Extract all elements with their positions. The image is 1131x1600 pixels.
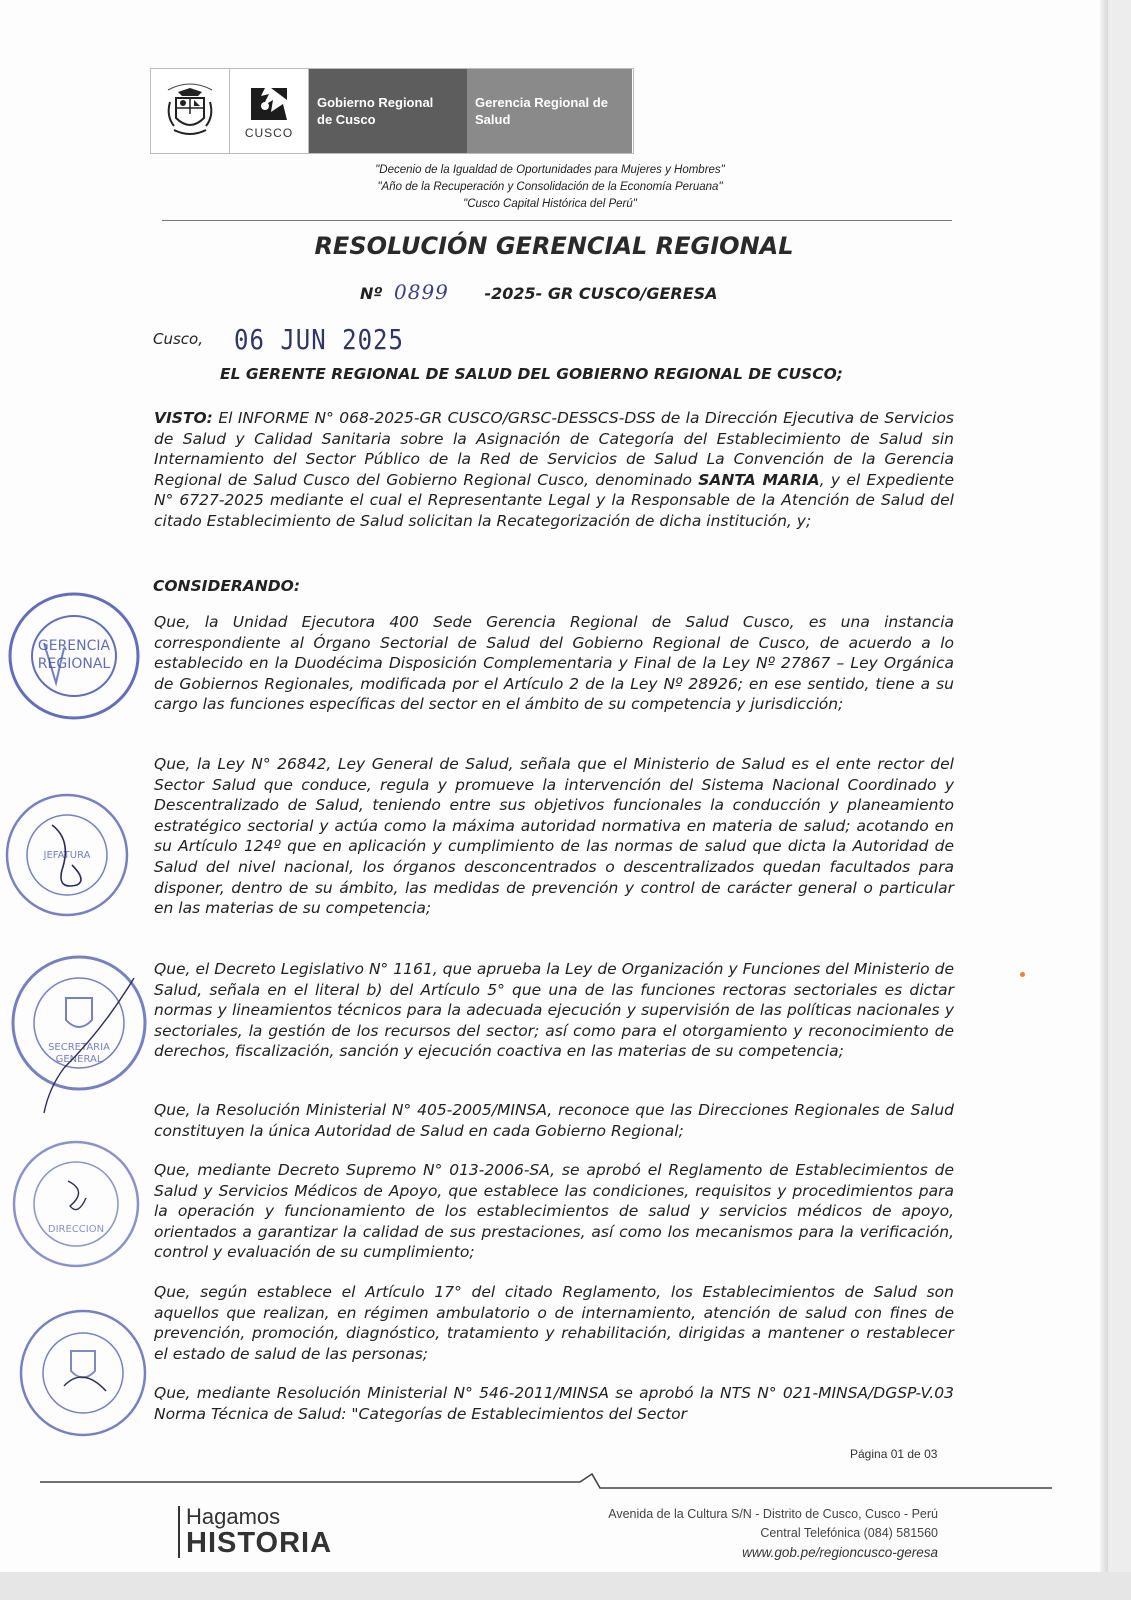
brand-line2: HISTORIA <box>178 1528 332 1558</box>
document-title: RESOLUCIÓN GERENCIAL REGIONAL <box>314 232 794 260</box>
svg-text:SECRETARIA: SECRETARIA <box>48 1042 110 1053</box>
dept-line2: Salud <box>475 112 511 127</box>
scan-edge-right <box>1100 0 1108 1580</box>
svg-text:JEFATURA: JEFATURA <box>43 850 91 861</box>
considerando-paragraph-3: Que, el Decreto Legislativo N° 1161, que aprueba la Ley de Organización y Funciones del Ministerio de Salud, señala en el literal b) del Artículo 5° que una de las funciones rectoras sectoriales es dictar normas y lineamientos técnicos para la adecuada ejecución y supervisión de las políticas nacionales y sectoriales, la gestión de los recursos del sector; así como para el otorgamiento y reconocimiento de derechos, fiscalización, sanción y ejecución coactiva en las materias de su competencia; <box>154 960 954 1061</box>
date-stamp: 06 JUN 2025 <box>234 323 404 357</box>
dept-line1: Gerencia Regional de <box>475 95 608 110</box>
visto-paragraph <box>154 408 954 532</box>
address-line1: Avenida de la Cultura S/N - Distrito de Cusco, Cusco - Perú <box>608 1507 938 1521</box>
cusco-sun-icon <box>243 82 295 128</box>
considerando-paragraph-4: Que, la Resolución Ministerial N° 405-2005/MINSA, reconoce que las Direcciones Regionales de Salud constituyen la única Autoridad de Salud en cada Gobierno Regional; <box>154 1101 954 1140</box>
brand-line1: Hagamos <box>178 1506 332 1528</box>
gov-name-banner <box>309 69 467 153</box>
peru-coat-of-arms-logo <box>151 69 230 153</box>
svg-text:REGIONAL: REGIONAL <box>37 656 111 672</box>
gov-name-line1: Gobierno Regional <box>317 95 434 110</box>
footer-divider <box>40 1470 1060 1494</box>
coat-of-arms-icon <box>160 76 220 146</box>
footer-address <box>608 1505 938 1562</box>
stamp-asesoria-legal <box>2 790 132 920</box>
establishment-name: SANTA MARIA <box>698 470 820 489</box>
number-suffix: -2025- GR CUSCO/GERESA <box>484 284 718 303</box>
visto-text-before: El INFORME N° 068-2025-GR CUSCO/GRSC-DESSCS-DSS de la Dirección Ejecutiva de Servicios de Salud y Calidad Sanitaria sobre la Asignación de Categoría del Establecimiento de Salud sin Internamiento del Sector Público de la Red de Servicios de Salud La Convención de la Gerencia Regional de Salud Cusco del Gobierno Regional Cusco, denominado <box>154 409 954 489</box>
svg-text:DIRECCION: DIRECCION <box>47 1224 105 1235</box>
issuing-authority: EL GERENTE REGIONAL DE SALUD DEL GOBIERNO REGIONAL DE CUSCO; <box>220 365 843 383</box>
scan-artifact-dot <box>1020 972 1025 977</box>
number-prefix: Nº <box>360 284 383 303</box>
visto-label: VISTO: <box>154 409 213 427</box>
considerando-paragraph-1: Que, la Unidad Ejecutora 400 Sede Gerencia Regional de Salud Cusco, es una instancia correspondiente al Órgano Sectorial de Salud del Gobierno Regional de Cusco, de acuerdo a lo establecido en la Duodécima Disposición Complementaria y Final de la Ley Nº 27867 – Ley Orgánica de Gobiernos Regionales, modificada por el Artículo 2 de la Ley Nº 28926; en ese sentido, tiene a su cargo las funciones específicas del sector en el ámbito de su competencia y jurisdicción; <box>154 613 954 714</box>
header-logo-block <box>150 68 634 154</box>
cusco-region-logo <box>230 69 309 153</box>
visto-text-after: , y el Expediente N° 6727-2025 mediante el cual el Representante Legal y la Responsable de la Atención de Salud del citado Establecimiento de Salud solicitan la Recategorización de dicha institución, y; <box>154 470 955 530</box>
address-line2: Central Telefónica (084) 581560 <box>760 1526 938 1540</box>
page-number: Página 01 de 03 <box>850 1447 938 1461</box>
considerando-paragraph-7: Que, mediante Resolución Ministerial N° 546-2011/MINSA se aprobó la NTS N° 021-MINSA/DGSP-V.03 Norma Técnica de Salud: "Categorías de Establecimientos del Sector <box>154 1384 954 1423</box>
motto-2: "Año de la Recuperación y Consolidación de la Economía Peruana" <box>377 181 723 193</box>
motto-3: "Cusco Capital Histórica del Perú" <box>463 198 637 210</box>
gov-name-line2: de Cusco <box>317 112 376 127</box>
scan-edge-bottom <box>0 1572 1131 1600</box>
considerando-paragraph-5: Que, mediante Decreto Supremo N° 013-2006-SA, se aprobó el Reglamento de Establecimientos de Salud y Servicios Médicos de Apoyo, que establece las condiciones, requisitos y procedimientos para la operación y funcionamiento de los establecimientos de salud y servicios médicos de apoyo, orientados a garantizar la calidad de sus prestaciones, así como los mecanismos para la verificación, control y evaluación de su cumplimiento; <box>154 1161 954 1262</box>
resolution-number <box>360 280 718 304</box>
considerando-paragraph-2: Que, la Ley N° 26842, Ley General de Salud, señala que el Ministerio de Salud es el ente rector del Sector Salud que conduce, regula y promueve la intervención del Sistema Nacional Coordinado y Descentralizado de Salud, teniendo entre sus objetivos funcionales la conducción y planeamiento estratégico sectorial y actúa como la máxima autoridad normativa en materia de salud; acotando en su Artículo 124º que en aplicación y cumplimiento de las normas de salud que dicta la Autoridad de Salud del nivel nacional, los órganos desconcentrados o descentralizados quedan facultados para disponer, dentro de su ámbito, las medidas de prevención y control de carácter general o particular en las materias de su competencia; <box>154 755 954 918</box>
stamp-secretaria-general <box>4 948 154 1118</box>
motto-1: "Decenio de la Igualdad de Oportunidades para Mujeres y Hombres" <box>375 164 725 176</box>
footer-brand <box>178 1506 332 1558</box>
considerando-heading: CONSIDERANDO: <box>153 577 301 595</box>
cusco-logo-word: CUSCO <box>244 126 294 140</box>
dept-name-banner <box>467 69 632 153</box>
svg-text:GERENCIA: GERENCIA <box>37 638 111 654</box>
stamp-gerencia-salud <box>16 1306 150 1440</box>
stamp-gerencia-regional <box>4 588 144 724</box>
handwritten-number: 0899 <box>394 280 449 304</box>
website-link[interactable]: www.gob.pe/regioncusco-geresa <box>742 1545 938 1560</box>
svg-text:GENERAL: GENERAL <box>55 1054 103 1065</box>
place-label: Cusco, <box>153 330 203 348</box>
stamp-direccion <box>8 1136 144 1272</box>
header-divider <box>162 220 952 221</box>
considerando-paragraph-6: Que, según establece el Artículo 17° del citado Reglamento, los Establecimientos de Salud son aquellos que realizan, en régimen ambulatorio o de internamiento, atención de salud con fines de prevención, promoción, diagnóstico, tratamiento y rehabilitación, dirigidas a mantener o restablecer el estado de salud de las personas; <box>154 1283 954 1363</box>
official-mottos <box>350 162 750 213</box>
